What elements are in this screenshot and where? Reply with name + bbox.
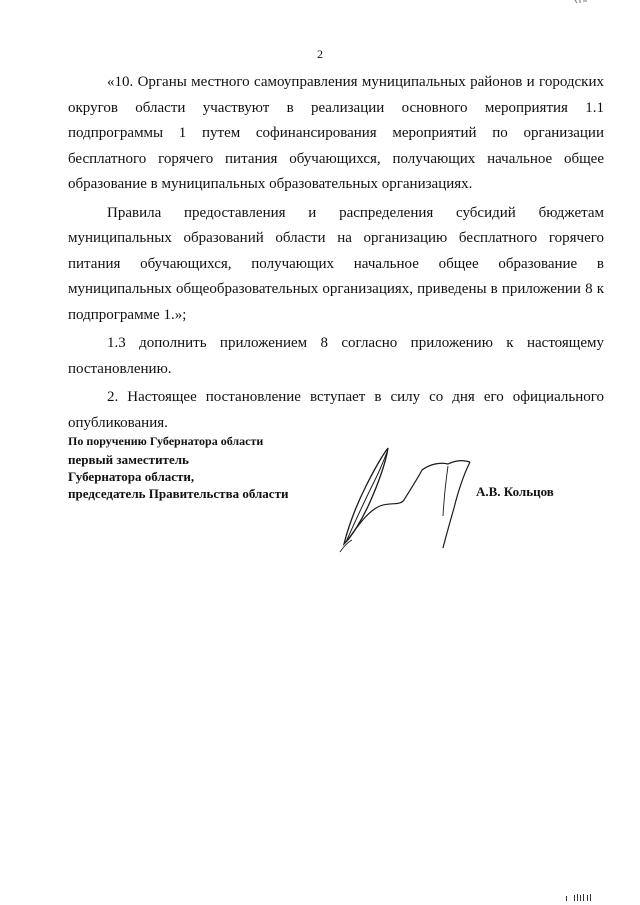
paragraph-3: 1.3 дополнить приложением 8 согласно приложению к настоящему постановлению.: [68, 335, 604, 377]
barcode-mark: [566, 894, 602, 901]
document-body: [68, 70, 604, 436]
handwritten-signature: [330, 440, 490, 555]
signatory-name: А.В. Кольцов: [476, 484, 554, 499]
signatory-line-3: Губернатора области,: [68, 469, 195, 484]
paragraph-4: 2. Настоящее постановление вступает в силу со дня его официального опубликования.: [68, 389, 604, 431]
signatory-line-1: По поручению Губернатора области: [68, 434, 264, 448]
signatory-position: [68, 433, 288, 502]
scan-mark: [574, 0, 588, 4]
paragraph-2: Правила предоставления и распределения субсидий бюджетам муниципальных образований области на организацию бесплатного горячего питания обучающихся, получающих начальное общее образование в муниципальных общеобразовательных организациях, приведены в приложении 8 к подпрограмме 1.»;: [68, 204, 604, 323]
signatory-line-2: первый заместитель: [68, 452, 189, 467]
page-number: 2: [317, 47, 323, 61]
paragraph-1: «10. Органы местного самоуправления муниципальных районов и городских округов области участвуют в реализации основного мероприятия 1.1 подпрограммы 1 путем софинансирования мероприятий по организации бесплатного горячего питания обучающихся, получающих начальное общее образование в муниципальных образовательных организациях.: [68, 74, 604, 192]
signatory-line-4: председатель Правительства области: [68, 486, 289, 501]
